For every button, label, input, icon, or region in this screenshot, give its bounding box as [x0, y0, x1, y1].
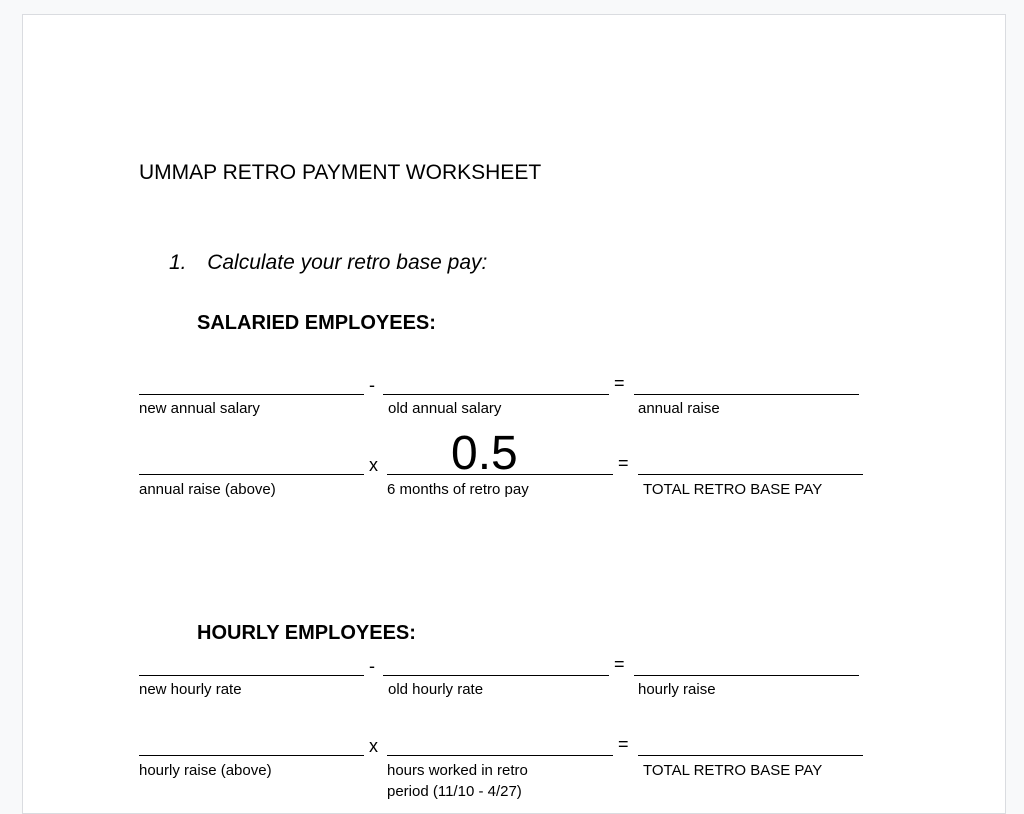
- step-1-instruction: [169, 251, 487, 275]
- hours-worked-label-line1: hours worked in retro: [387, 762, 528, 779]
- multiply-operator: x: [369, 455, 378, 475]
- old-hourly-rate-blank[interactable]: [383, 675, 609, 676]
- hourly-raise-blank[interactable]: [634, 675, 859, 676]
- document-title: UMMAP RETRO PAYMENT WORKSHEET: [139, 161, 542, 184]
- hourly-raise-label: hourly raise: [638, 681, 716, 698]
- old-hourly-rate-label: old hourly rate: [388, 681, 484, 698]
- old-annual-salary-label: old annual salary: [388, 400, 502, 417]
- equals-operator: =: [614, 654, 625, 674]
- new-annual-salary-label: new annual salary: [139, 400, 260, 417]
- new-hourly-rate-blank[interactable]: [139, 675, 364, 676]
- new-annual-salary-blank[interactable]: [139, 394, 364, 395]
- step-text: Calculate your retro base pay:: [207, 251, 488, 274]
- hours-worked-blank[interactable]: [387, 755, 613, 756]
- document-page: [22, 14, 1006, 814]
- retro-months-label: 6 months of retro pay: [387, 481, 529, 498]
- new-hourly-rate-label: new hourly rate: [139, 681, 242, 698]
- annual-raise-blank[interactable]: [634, 394, 859, 395]
- hourly-heading: HOURLY EMPLOYEES:: [197, 622, 416, 644]
- total-retro-base-pay-label: TOTAL RETRO BASE PAY: [643, 481, 823, 498]
- old-annual-salary-blank[interactable]: [383, 394, 609, 395]
- hours-worked-label-line2: period (11/10 - 4/27): [387, 783, 522, 800]
- equals-operator: =: [618, 734, 629, 754]
- salaried-heading: SALARIED EMPLOYEES:: [197, 312, 436, 334]
- equals-operator: =: [614, 373, 625, 393]
- minus-operator: -: [369, 656, 375, 676]
- hourly-total-retro-base-pay-blank[interactable]: [638, 755, 863, 756]
- hourly-raise-above-label: hourly raise (above): [139, 762, 272, 779]
- hourly-raise-above-blank[interactable]: [139, 755, 364, 756]
- annual-raise-above-blank[interactable]: [139, 474, 364, 475]
- annual-raise-label: annual raise: [638, 400, 720, 417]
- multiply-operator: x: [369, 736, 378, 756]
- annual-raise-above-label: annual raise (above): [139, 481, 276, 498]
- equals-operator: =: [618, 453, 629, 473]
- minus-operator: -: [369, 375, 375, 395]
- retro-months-value: 0.5: [451, 427, 518, 480]
- total-retro-base-pay-blank[interactable]: [638, 474, 863, 475]
- hourly-total-retro-base-pay-label: TOTAL RETRO BASE PAY: [643, 762, 823, 779]
- step-number: 1.: [169, 251, 187, 274]
